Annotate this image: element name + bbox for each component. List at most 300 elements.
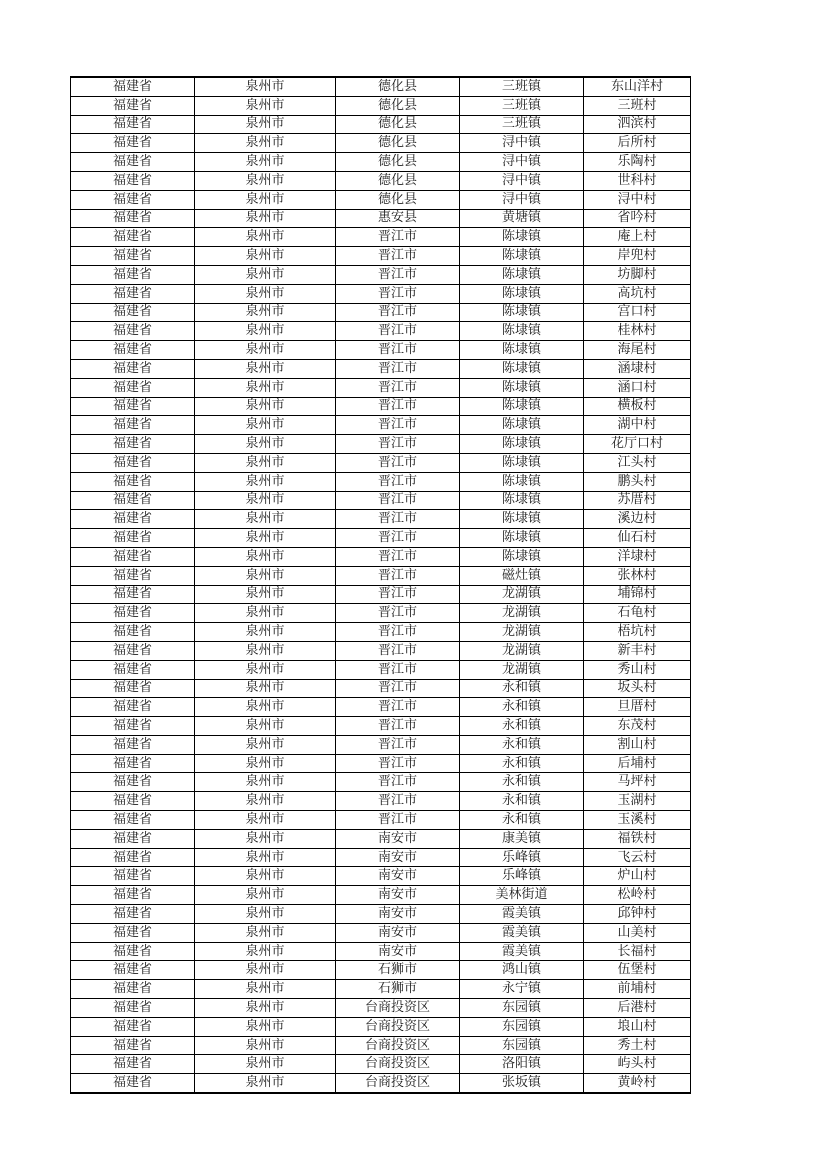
cell-village: 福铁村 xyxy=(584,829,691,848)
cell-village: 玉湖村 xyxy=(584,792,691,811)
cell-city: 泉州市 xyxy=(195,1036,336,1055)
cell-village: 洋埭村 xyxy=(584,547,691,566)
cell-town: 永和镇 xyxy=(460,735,584,754)
table-row xyxy=(71,698,691,717)
cell-village: 仙石村 xyxy=(584,529,691,548)
cell-province: 福建省 xyxy=(71,886,195,905)
cell-county: 南安市 xyxy=(336,867,460,886)
cell-county: 晋江市 xyxy=(336,472,460,491)
table-row xyxy=(71,886,691,905)
cell-city: 泉州市 xyxy=(195,153,336,172)
cell-county: 石狮市 xyxy=(336,961,460,980)
cell-city: 泉州市 xyxy=(195,547,336,566)
cell-town: 陈埭镇 xyxy=(460,247,584,266)
cell-village: 三班村 xyxy=(584,96,691,115)
cell-city: 泉州市 xyxy=(195,115,336,134)
cell-province: 福建省 xyxy=(71,641,195,660)
cell-town: 陈埭镇 xyxy=(460,303,584,322)
cell-city: 泉州市 xyxy=(195,792,336,811)
cell-province: 福建省 xyxy=(71,190,195,209)
cell-county: 晋江市 xyxy=(336,792,460,811)
table-row xyxy=(71,867,691,886)
cell-town: 陈埭镇 xyxy=(460,378,584,397)
table-row xyxy=(71,190,691,209)
cell-county: 晋江市 xyxy=(336,604,460,623)
cell-city: 泉州市 xyxy=(195,886,336,905)
cell-county: 晋江市 xyxy=(336,341,460,360)
cell-city: 泉州市 xyxy=(195,867,336,886)
cell-city: 泉州市 xyxy=(195,303,336,322)
table-row xyxy=(71,623,691,642)
cell-province: 福建省 xyxy=(71,134,195,153)
cell-village: 炉山村 xyxy=(584,867,691,886)
cell-county: 晋江市 xyxy=(336,453,460,472)
cell-county: 南安市 xyxy=(336,886,460,905)
cell-town: 乐峰镇 xyxy=(460,867,584,886)
cell-province: 福建省 xyxy=(71,284,195,303)
table-row xyxy=(71,604,691,623)
cell-town: 霞美镇 xyxy=(460,923,584,942)
table-row xyxy=(71,265,691,284)
cell-city: 泉州市 xyxy=(195,999,336,1018)
cell-province: 福建省 xyxy=(71,209,195,228)
cell-city: 泉州市 xyxy=(195,96,336,115)
cell-county: 晋江市 xyxy=(336,547,460,566)
cell-city: 泉州市 xyxy=(195,1055,336,1074)
table-row xyxy=(71,209,691,228)
cell-town: 龙湖镇 xyxy=(460,585,584,604)
cell-province: 福建省 xyxy=(71,171,195,190)
cell-city: 泉州市 xyxy=(195,773,336,792)
cell-village: 坂头村 xyxy=(584,679,691,698)
cell-town: 东园镇 xyxy=(460,999,584,1018)
cell-town: 陈埭镇 xyxy=(460,491,584,510)
cell-village: 溪边村 xyxy=(584,510,691,529)
cell-county: 晋江市 xyxy=(336,641,460,660)
cell-province: 福建省 xyxy=(71,773,195,792)
table-row xyxy=(71,1074,691,1093)
cell-county: 台商投资区 xyxy=(336,999,460,1018)
cell-village: 江头村 xyxy=(584,453,691,472)
cell-town: 龙湖镇 xyxy=(460,660,584,679)
table-row xyxy=(71,435,691,454)
cell-city: 泉州市 xyxy=(195,980,336,999)
cell-county: 德化县 xyxy=(336,115,460,134)
cell-county: 晋江市 xyxy=(336,566,460,585)
cell-city: 泉州市 xyxy=(195,190,336,209)
cell-county: 台商投资区 xyxy=(336,1074,460,1093)
cell-town: 浔中镇 xyxy=(460,171,584,190)
table-row xyxy=(71,1036,691,1055)
table-row xyxy=(71,228,691,247)
cell-town: 陈埭镇 xyxy=(460,359,584,378)
cell-village: 松岭村 xyxy=(584,886,691,905)
cell-county: 晋江市 xyxy=(336,735,460,754)
cell-village: 花厅口村 xyxy=(584,435,691,454)
cell-town: 陈埭镇 xyxy=(460,435,584,454)
cell-village: 张林村 xyxy=(584,566,691,585)
cell-village: 秀山村 xyxy=(584,660,691,679)
cell-village: 泗滨村 xyxy=(584,115,691,134)
table-row xyxy=(71,378,691,397)
table-row xyxy=(71,585,691,604)
cell-province: 福建省 xyxy=(71,698,195,717)
cell-province: 福建省 xyxy=(71,359,195,378)
table-row xyxy=(71,717,691,736)
cell-county: 晋江市 xyxy=(336,698,460,717)
cell-province: 福建省 xyxy=(71,115,195,134)
cell-city: 泉州市 xyxy=(195,228,336,247)
cell-town: 三班镇 xyxy=(460,77,584,96)
cell-province: 福建省 xyxy=(71,1017,195,1036)
cell-county: 晋江市 xyxy=(336,660,460,679)
cell-province: 福建省 xyxy=(71,961,195,980)
cell-village: 割山村 xyxy=(584,735,691,754)
cell-village: 坊脚村 xyxy=(584,265,691,284)
cell-province: 福建省 xyxy=(71,228,195,247)
cell-city: 泉州市 xyxy=(195,961,336,980)
cell-village: 长福村 xyxy=(584,942,691,961)
cell-city: 泉州市 xyxy=(195,717,336,736)
cell-province: 福建省 xyxy=(71,547,195,566)
cell-city: 泉州市 xyxy=(195,923,336,942)
cell-county: 南安市 xyxy=(336,829,460,848)
table-row xyxy=(71,811,691,830)
cell-village: 石龟村 xyxy=(584,604,691,623)
cell-village: 涵口村 xyxy=(584,378,691,397)
table-row xyxy=(71,735,691,754)
cell-county: 南安市 xyxy=(336,905,460,924)
cell-village: 横板村 xyxy=(584,397,691,416)
cell-county: 晋江市 xyxy=(336,265,460,284)
cell-village: 埌山村 xyxy=(584,1017,691,1036)
cell-province: 福建省 xyxy=(71,153,195,172)
cell-county: 台商投资区 xyxy=(336,1055,460,1074)
cell-province: 福建省 xyxy=(71,322,195,341)
cell-county: 南安市 xyxy=(336,942,460,961)
table-row xyxy=(71,754,691,773)
cell-town: 陈埭镇 xyxy=(460,228,584,247)
cell-town: 永和镇 xyxy=(460,754,584,773)
cell-county: 晋江市 xyxy=(336,378,460,397)
cell-province: 福建省 xyxy=(71,848,195,867)
cell-province: 福建省 xyxy=(71,585,195,604)
table-row xyxy=(71,341,691,360)
cell-town: 龙湖镇 xyxy=(460,641,584,660)
cell-town: 陈埭镇 xyxy=(460,453,584,472)
cell-province: 福建省 xyxy=(71,416,195,435)
cell-province: 福建省 xyxy=(71,491,195,510)
table-row xyxy=(71,942,691,961)
cell-city: 泉州市 xyxy=(195,942,336,961)
cell-village: 东茂村 xyxy=(584,717,691,736)
cell-village: 鹏头村 xyxy=(584,472,691,491)
cell-city: 泉州市 xyxy=(195,341,336,360)
cell-city: 泉州市 xyxy=(195,134,336,153)
table-row xyxy=(71,980,691,999)
cell-city: 泉州市 xyxy=(195,754,336,773)
table-row xyxy=(71,284,691,303)
cell-town: 乐峰镇 xyxy=(460,848,584,867)
table-row xyxy=(71,1055,691,1074)
cell-county: 晋江市 xyxy=(336,529,460,548)
cell-village: 飞云村 xyxy=(584,848,691,867)
cell-village: 后埔村 xyxy=(584,754,691,773)
cell-village: 黄岭村 xyxy=(584,1074,691,1093)
cell-village: 邱钟村 xyxy=(584,905,691,924)
cell-city: 泉州市 xyxy=(195,491,336,510)
cell-city: 泉州市 xyxy=(195,171,336,190)
cell-province: 福建省 xyxy=(71,435,195,454)
cell-city: 泉州市 xyxy=(195,623,336,642)
table-row xyxy=(71,773,691,792)
table-row xyxy=(71,792,691,811)
table-row xyxy=(71,134,691,153)
cell-town: 浔中镇 xyxy=(460,190,584,209)
cell-village: 庵上村 xyxy=(584,228,691,247)
cell-village: 浔中村 xyxy=(584,190,691,209)
cell-town: 陈埭镇 xyxy=(460,284,584,303)
cell-village: 旦厝村 xyxy=(584,698,691,717)
cell-village: 埔锦村 xyxy=(584,585,691,604)
cell-province: 福建省 xyxy=(71,96,195,115)
cell-county: 晋江市 xyxy=(336,322,460,341)
cell-county: 晋江市 xyxy=(336,510,460,529)
table-row xyxy=(71,96,691,115)
cell-village: 新丰村 xyxy=(584,641,691,660)
table-row xyxy=(71,547,691,566)
cell-village: 伍堡村 xyxy=(584,961,691,980)
table-row xyxy=(71,679,691,698)
cell-county: 德化县 xyxy=(336,190,460,209)
cell-province: 福建省 xyxy=(71,529,195,548)
cell-city: 泉州市 xyxy=(195,322,336,341)
cell-city: 泉州市 xyxy=(195,604,336,623)
cell-village: 涵埭村 xyxy=(584,359,691,378)
cell-province: 福建省 xyxy=(71,923,195,942)
table-row xyxy=(71,77,691,96)
village-table xyxy=(70,76,691,1094)
cell-county: 晋江市 xyxy=(336,416,460,435)
cell-town: 龙湖镇 xyxy=(460,604,584,623)
cell-province: 福建省 xyxy=(71,303,195,322)
cell-county: 惠安县 xyxy=(336,209,460,228)
cell-town: 永和镇 xyxy=(460,698,584,717)
cell-province: 福建省 xyxy=(71,397,195,416)
cell-town: 永和镇 xyxy=(460,679,584,698)
cell-village: 后港村 xyxy=(584,999,691,1018)
cell-town: 三班镇 xyxy=(460,96,584,115)
cell-county: 台商投资区 xyxy=(336,1036,460,1055)
cell-town: 龙湖镇 xyxy=(460,623,584,642)
cell-province: 福建省 xyxy=(71,811,195,830)
cell-town: 永和镇 xyxy=(460,717,584,736)
cell-town: 永和镇 xyxy=(460,811,584,830)
cell-town: 东园镇 xyxy=(460,1036,584,1055)
cell-town: 浔中镇 xyxy=(460,134,584,153)
cell-town: 东园镇 xyxy=(460,1017,584,1036)
cell-town: 康美镇 xyxy=(460,829,584,848)
cell-county: 德化县 xyxy=(336,153,460,172)
cell-county: 石狮市 xyxy=(336,980,460,999)
cell-county: 德化县 xyxy=(336,77,460,96)
cell-town: 霞美镇 xyxy=(460,905,584,924)
cell-province: 福建省 xyxy=(71,867,195,886)
cell-town: 浔中镇 xyxy=(460,153,584,172)
cell-city: 泉州市 xyxy=(195,247,336,266)
cell-city: 泉州市 xyxy=(195,453,336,472)
cell-town: 陈埭镇 xyxy=(460,529,584,548)
cell-county: 晋江市 xyxy=(336,303,460,322)
cell-city: 泉州市 xyxy=(195,359,336,378)
cell-town: 陈埭镇 xyxy=(460,265,584,284)
cell-city: 泉州市 xyxy=(195,529,336,548)
cell-province: 福建省 xyxy=(71,472,195,491)
cell-county: 晋江市 xyxy=(336,435,460,454)
cell-province: 福建省 xyxy=(71,378,195,397)
table-row xyxy=(71,510,691,529)
table-row xyxy=(71,491,691,510)
cell-county: 德化县 xyxy=(336,171,460,190)
cell-province: 福建省 xyxy=(71,453,195,472)
cell-province: 福建省 xyxy=(71,247,195,266)
cell-province: 福建省 xyxy=(71,623,195,642)
cell-town: 黄塘镇 xyxy=(460,209,584,228)
cell-village: 梧坑村 xyxy=(584,623,691,642)
table-row xyxy=(71,322,691,341)
cell-county: 晋江市 xyxy=(336,754,460,773)
cell-city: 泉州市 xyxy=(195,829,336,848)
cell-city: 泉州市 xyxy=(195,698,336,717)
cell-city: 泉州市 xyxy=(195,1017,336,1036)
cell-village: 高坑村 xyxy=(584,284,691,303)
cell-village: 屿头村 xyxy=(584,1055,691,1074)
cell-county: 晋江市 xyxy=(336,247,460,266)
cell-province: 福建省 xyxy=(71,679,195,698)
cell-county: 晋江市 xyxy=(336,679,460,698)
village-table-body xyxy=(71,77,691,1093)
table-row xyxy=(71,416,691,435)
cell-city: 泉州市 xyxy=(195,735,336,754)
cell-town: 永和镇 xyxy=(460,792,584,811)
cell-city: 泉州市 xyxy=(195,472,336,491)
cell-county: 晋江市 xyxy=(336,397,460,416)
cell-province: 福建省 xyxy=(71,1055,195,1074)
cell-province: 福建省 xyxy=(71,1074,195,1093)
cell-city: 泉州市 xyxy=(195,660,336,679)
cell-city: 泉州市 xyxy=(195,209,336,228)
cell-town: 美林街道 xyxy=(460,886,584,905)
cell-county: 晋江市 xyxy=(336,717,460,736)
cell-province: 福建省 xyxy=(71,660,195,679)
cell-town: 永宁镇 xyxy=(460,980,584,999)
table-row xyxy=(71,905,691,924)
cell-village: 秀土村 xyxy=(584,1036,691,1055)
cell-province: 福建省 xyxy=(71,792,195,811)
table-row xyxy=(71,660,691,679)
cell-province: 福建省 xyxy=(71,735,195,754)
cell-town: 霞美镇 xyxy=(460,942,584,961)
cell-province: 福建省 xyxy=(71,754,195,773)
cell-town: 陈埭镇 xyxy=(460,341,584,360)
cell-town: 鸿山镇 xyxy=(460,961,584,980)
cell-village: 海尾村 xyxy=(584,341,691,360)
table-row xyxy=(71,829,691,848)
cell-town: 陈埭镇 xyxy=(460,547,584,566)
cell-province: 福建省 xyxy=(71,265,195,284)
cell-province: 福建省 xyxy=(71,341,195,360)
cell-county: 南安市 xyxy=(336,923,460,942)
cell-province: 福建省 xyxy=(71,942,195,961)
table-row xyxy=(71,115,691,134)
cell-city: 泉州市 xyxy=(195,435,336,454)
cell-town: 三班镇 xyxy=(460,115,584,134)
cell-province: 福建省 xyxy=(71,717,195,736)
cell-town: 张坂镇 xyxy=(460,1074,584,1093)
table-row xyxy=(71,247,691,266)
cell-province: 福建省 xyxy=(71,999,195,1018)
table-row xyxy=(71,472,691,491)
table-row xyxy=(71,641,691,660)
cell-town: 陈埭镇 xyxy=(460,397,584,416)
cell-town: 陈埭镇 xyxy=(460,472,584,491)
table-row xyxy=(71,397,691,416)
cell-province: 福建省 xyxy=(71,980,195,999)
cell-city: 泉州市 xyxy=(195,679,336,698)
table-row xyxy=(71,848,691,867)
cell-village: 后所村 xyxy=(584,134,691,153)
cell-village: 世科村 xyxy=(584,171,691,190)
cell-village: 宫口村 xyxy=(584,303,691,322)
cell-city: 泉州市 xyxy=(195,566,336,585)
cell-town: 永和镇 xyxy=(460,773,584,792)
cell-county: 晋江市 xyxy=(336,491,460,510)
cell-city: 泉州市 xyxy=(195,585,336,604)
cell-village: 马坪村 xyxy=(584,773,691,792)
cell-city: 泉州市 xyxy=(195,284,336,303)
cell-city: 泉州市 xyxy=(195,416,336,435)
cell-town: 陈埭镇 xyxy=(460,416,584,435)
cell-town: 陈埭镇 xyxy=(460,510,584,529)
cell-county: 晋江市 xyxy=(336,228,460,247)
cell-province: 福建省 xyxy=(71,829,195,848)
cell-county: 德化县 xyxy=(336,134,460,153)
cell-county: 晋江市 xyxy=(336,773,460,792)
table-row xyxy=(71,171,691,190)
cell-village: 玉溪村 xyxy=(584,811,691,830)
cell-city: 泉州市 xyxy=(195,905,336,924)
cell-county: 台商投资区 xyxy=(336,1017,460,1036)
table-row xyxy=(71,1017,691,1036)
cell-province: 福建省 xyxy=(71,905,195,924)
table-row xyxy=(71,359,691,378)
cell-village: 桂林村 xyxy=(584,322,691,341)
table-row xyxy=(71,961,691,980)
cell-village: 湖中村 xyxy=(584,416,691,435)
cell-village: 山美村 xyxy=(584,923,691,942)
table-row xyxy=(71,999,691,1018)
cell-village: 苏厝村 xyxy=(584,491,691,510)
cell-province: 福建省 xyxy=(71,510,195,529)
cell-county: 南安市 xyxy=(336,848,460,867)
cell-city: 泉州市 xyxy=(195,811,336,830)
cell-village: 乐陶村 xyxy=(584,153,691,172)
cell-town: 磁灶镇 xyxy=(460,566,584,585)
cell-city: 泉州市 xyxy=(195,397,336,416)
cell-county: 晋江市 xyxy=(336,623,460,642)
table-row xyxy=(71,923,691,942)
table-row xyxy=(71,453,691,472)
